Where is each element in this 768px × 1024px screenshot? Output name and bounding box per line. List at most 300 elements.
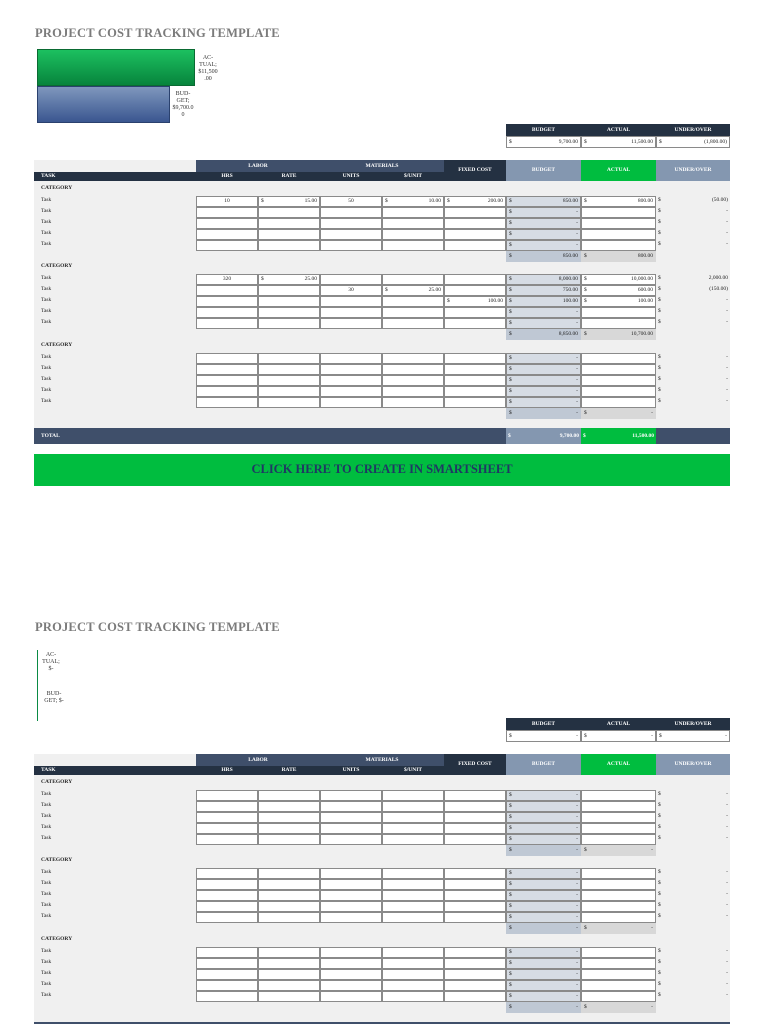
cell-actual[interactable] (581, 947, 656, 958)
cell-actual[interactable] (581, 218, 656, 229)
cell-units[interactable] (320, 834, 382, 845)
cell-fixed[interactable]: $ 200.00 (444, 196, 506, 207)
cell-budget[interactable]: $ 750.00 (506, 285, 581, 296)
cell-actual[interactable] (581, 868, 656, 879)
page-title-2: PROJECT COST TRACKING TEMPLATE (35, 620, 280, 634)
cell-hrs[interactable] (196, 397, 258, 408)
category-label: CATEGORY (41, 857, 73, 863)
cell-budget[interactable]: $ 100.00 (506, 296, 581, 307)
task-label: Task (41, 387, 52, 393)
task-label: Task (41, 398, 52, 404)
cell-budget[interactable]: $ - (506, 240, 581, 251)
cell-under: $ - (658, 913, 728, 919)
cell-actual[interactable]: $ 600.00 (581, 285, 656, 296)
cell-budget[interactable]: $ - (506, 980, 581, 991)
cell-budget[interactable]: $ - (506, 207, 581, 218)
category-label: CATEGORY (41, 185, 73, 191)
cell-rate[interactable] (258, 353, 320, 364)
cell-unit[interactable] (382, 386, 444, 397)
cell-rate[interactable] (258, 229, 320, 240)
cell-fixed[interactable] (444, 375, 506, 386)
cell-actual[interactable] (581, 364, 656, 375)
cell-rate[interactable] (258, 890, 320, 901)
cell-rate[interactable] (258, 901, 320, 912)
cell-fixed[interactable]: $ 100.00 (444, 296, 506, 307)
cell-budget: $ - (506, 1002, 581, 1013)
fixed-cost-header: FIXED COST (444, 160, 506, 181)
cell-rate[interactable] (258, 980, 320, 991)
cell-hrs[interactable] (196, 912, 258, 923)
cell-units[interactable] (320, 229, 382, 240)
cell-actual[interactable] (581, 307, 656, 318)
summary-actual-header: ACTUAL (581, 124, 656, 136)
cell-units[interactable] (320, 274, 382, 285)
cell-budget: $ - (506, 923, 581, 934)
cell-budget[interactable]: $ 8,000.00 (506, 274, 581, 285)
cell-budget[interactable]: $ - (506, 790, 581, 801)
cell-hrs[interactable] (196, 318, 258, 329)
cell-rate[interactable] (258, 958, 320, 969)
cell-actual[interactable] (581, 240, 656, 251)
cell-rate[interactable] (258, 386, 320, 397)
task-label: Task (41, 981, 52, 987)
cell-unit[interactable] (382, 901, 444, 912)
cell-under: $ - (658, 398, 728, 404)
cell-under: $ - (658, 813, 728, 819)
cell-units[interactable] (320, 375, 382, 386)
cell-unit[interactable] (382, 296, 444, 307)
create-in-smartsheet-button[interactable]: CLICK HERE TO CREATE IN SMARTSHEET (34, 454, 730, 486)
category-label: CATEGORY (41, 263, 73, 269)
cell-budget[interactable]: $ - (506, 879, 581, 890)
task-label: Task (41, 275, 52, 281)
materials-header: MATERIALS (320, 160, 444, 172)
cell-hrs[interactable] (196, 812, 258, 823)
cell-budget[interactable]: $ - (506, 318, 581, 329)
cell-unit[interactable] (382, 318, 444, 329)
category-label: CATEGORY (41, 342, 73, 348)
cell-units[interactable] (320, 991, 382, 1002)
cell-rate[interactable]: $ 15.00 (258, 196, 320, 207)
cell-under: $ - (658, 354, 728, 360)
cell-rate[interactable] (258, 823, 320, 834)
budget-bar-label-2: BUD- GET; $- (44, 691, 64, 704)
task-label: Task (41, 208, 52, 214)
cell-unit[interactable] (382, 790, 444, 801)
cell-units[interactable] (320, 353, 382, 364)
cell-actual[interactable] (581, 790, 656, 801)
cell-budget[interactable]: $ - (506, 229, 581, 240)
fixed-cost-header-2: FIXED COST (444, 754, 506, 775)
cell-hrs[interactable] (196, 879, 258, 890)
cell-units[interactable] (320, 958, 382, 969)
cell-actual[interactable] (581, 958, 656, 969)
cell-budget[interactable]: $ - (506, 958, 581, 969)
cell-unit[interactable] (382, 912, 444, 923)
cell-rate[interactable] (258, 969, 320, 980)
cell-hrs[interactable] (196, 218, 258, 229)
cell-actual: $ - (581, 1002, 656, 1013)
cell-actual: $ - (581, 845, 656, 856)
cell-hrs[interactable] (196, 890, 258, 901)
unit-cost-header: $/UNIT (382, 172, 444, 181)
cell-units[interactable] (320, 947, 382, 958)
total-label: TOTAL (41, 433, 60, 439)
cell-unit[interactable] (382, 947, 444, 958)
cell-rate[interactable] (258, 834, 320, 845)
cell-under: $ - (658, 902, 728, 908)
cell-budget[interactable]: $ - (506, 218, 581, 229)
cell-units[interactable] (320, 386, 382, 397)
cell-budget: $ - (506, 845, 581, 856)
summary-under-header: UNDER/OVER (656, 124, 730, 136)
cell-hrs[interactable] (196, 991, 258, 1002)
cell-budget[interactable]: $ - (506, 890, 581, 901)
cell-budget[interactable]: $ - (506, 834, 581, 845)
cell-unit[interactable] (382, 364, 444, 375)
cell-fixed[interactable] (444, 947, 506, 958)
cell-fixed[interactable] (444, 890, 506, 901)
under-over-header-2: UNDER/OVER (656, 754, 730, 775)
cell-fixed[interactable] (444, 386, 506, 397)
cell-unit[interactable] (382, 991, 444, 1002)
cell-fixed[interactable] (444, 274, 506, 285)
cell-unit[interactable] (382, 801, 444, 812)
cell-actual[interactable] (581, 879, 656, 890)
cell-budget[interactable]: $ - (506, 397, 581, 408)
cell-rate[interactable] (258, 375, 320, 386)
task-label: Task (41, 376, 52, 382)
cell-unit[interactable]: $ 25.00 (382, 285, 444, 296)
cell-actual[interactable] (581, 890, 656, 901)
task-label: Task (41, 880, 52, 886)
cell-fixed[interactable] (444, 823, 506, 834)
cell-units[interactable] (320, 364, 382, 375)
budget-header-2: BUDGET (506, 754, 581, 775)
cell-hrs[interactable] (196, 307, 258, 318)
cell-units[interactable] (320, 307, 382, 318)
cell-under: $ - (658, 948, 728, 954)
cell-rate[interactable] (258, 868, 320, 879)
cell-unit[interactable] (382, 958, 444, 969)
cell-hrs[interactable] (196, 207, 258, 218)
task-label: Task (41, 891, 52, 897)
cell-unit[interactable] (382, 229, 444, 240)
cell-budget[interactable]: $ - (506, 307, 581, 318)
cell-unit[interactable] (382, 890, 444, 901)
cell-fixed[interactable] (444, 901, 506, 912)
cell-actual: $ 800.00 (581, 251, 656, 262)
cell-budget[interactable]: $ - (506, 991, 581, 1002)
cell-under: $ - (658, 365, 728, 371)
cell-budget[interactable]: $ - (506, 947, 581, 958)
cell-rate[interactable]: $ 25.00 (258, 274, 320, 285)
cell-actual: $ - (581, 923, 656, 934)
cell-actual[interactable] (581, 318, 656, 329)
cell-fixed[interactable] (444, 812, 506, 823)
cell-under: $ - (658, 959, 728, 965)
cell-hrs[interactable] (196, 386, 258, 397)
cell-hrs[interactable] (196, 229, 258, 240)
cell-actual: $ 10,700.00 (581, 329, 656, 340)
cell-hrs[interactable] (196, 868, 258, 879)
cell-under: $ (150.00) (658, 286, 728, 292)
cell-units[interactable] (320, 397, 382, 408)
cell-rate[interactable] (258, 296, 320, 307)
cell-actual[interactable] (581, 834, 656, 845)
labor-header-2: LABOR (196, 754, 320, 766)
cell-under: $ - (658, 791, 728, 797)
task-label: Task (41, 902, 52, 908)
cell-actual[interactable] (581, 901, 656, 912)
cell-units[interactable] (320, 218, 382, 229)
cell-actual[interactable] (581, 991, 656, 1002)
cell-unit[interactable] (382, 375, 444, 386)
cell-units[interactable] (320, 823, 382, 834)
cell-under: $ - (658, 308, 728, 314)
cell-rate[interactable] (258, 879, 320, 890)
cell-units[interactable]: 50 (320, 196, 382, 207)
task-label: Task (41, 970, 52, 976)
budget-header: BUDGET (506, 160, 581, 181)
cell-unit[interactable] (382, 218, 444, 229)
cell-actual[interactable] (581, 353, 656, 364)
cell-rate[interactable] (258, 912, 320, 923)
cell-rate[interactable] (258, 812, 320, 823)
cell-unit[interactable] (382, 207, 444, 218)
task-label: Task (41, 869, 52, 875)
cell-fixed[interactable] (444, 364, 506, 375)
budget-actual-chart (37, 49, 237, 123)
cell-actual: $ - (581, 408, 656, 419)
cell-unit[interactable] (382, 307, 444, 318)
cell-rate[interactable] (258, 307, 320, 318)
summary-actual-value-2: $ - (581, 730, 656, 742)
summary-under-value: $ (1,800.00) (656, 136, 730, 148)
summary-budget-value: $ 9,700.00 (506, 136, 581, 148)
task-label: Task (41, 365, 52, 371)
cell-hrs[interactable] (196, 285, 258, 296)
materials-header-2: MATERIALS (320, 754, 444, 766)
cell-under: $ - (658, 891, 728, 897)
task-label: Task (41, 230, 52, 236)
cell-fixed[interactable] (444, 229, 506, 240)
cell-hrs[interactable] (196, 240, 258, 251)
task-label: Task (41, 959, 52, 965)
cell-rate[interactable] (258, 364, 320, 375)
cell-hrs[interactable] (196, 947, 258, 958)
cell-unit[interactable] (382, 823, 444, 834)
cell-budget[interactable]: $ - (506, 969, 581, 980)
unit-cost-header-2: $/UNIT (382, 766, 444, 775)
units-header: UNITS (320, 172, 382, 181)
units-header-2: UNITS (320, 766, 382, 775)
cell-fixed[interactable] (444, 834, 506, 845)
cell-actual[interactable] (581, 912, 656, 923)
cell-fixed[interactable] (444, 397, 506, 408)
cell-hrs[interactable] (196, 375, 258, 386)
cell-actual[interactable] (581, 812, 656, 823)
hrs-header: HRS (196, 172, 258, 181)
cell-rate[interactable] (258, 790, 320, 801)
cell-budget[interactable]: $ - (506, 901, 581, 912)
cell-hrs[interactable] (196, 834, 258, 845)
cell-fixed[interactable] (444, 285, 506, 296)
cell-fixed[interactable] (444, 980, 506, 991)
cell-actual[interactable]: $ 10,000.00 (581, 274, 656, 285)
actual-bar-label: AC- TUAL; $11,500 .00 (198, 55, 218, 82)
cell-unit[interactable] (382, 397, 444, 408)
cell-units[interactable]: 30 (320, 285, 382, 296)
cell-rate[interactable] (258, 991, 320, 1002)
cell-rate[interactable] (258, 218, 320, 229)
cell-unit[interactable]: $ 10.00 (382, 196, 444, 207)
cell-under: $ - (658, 208, 728, 214)
task-label: Task (41, 308, 52, 314)
cell-fixed[interactable] (444, 879, 506, 890)
total-budget: $ 9,700.00 (506, 428, 581, 444)
cell-rate[interactable] (258, 240, 320, 251)
cell-hrs[interactable] (196, 364, 258, 375)
chart-axis (37, 650, 38, 721)
cell-budget[interactable]: $ - (506, 812, 581, 823)
total-actual: $ 11,500.00 (581, 428, 656, 444)
hrs-header-2: HRS (196, 766, 258, 775)
cell-hrs[interactable] (196, 823, 258, 834)
rate-header: RATE (258, 172, 320, 181)
cell-units[interactable] (320, 879, 382, 890)
cell-units[interactable] (320, 240, 382, 251)
cell-hrs[interactable] (196, 353, 258, 364)
cell-under: $ - (658, 824, 728, 830)
cell-hrs[interactable] (196, 958, 258, 969)
cell-fixed[interactable] (444, 969, 506, 980)
summary-budget-header: BUDGET (506, 124, 581, 136)
page-title: PROJECT COST TRACKING TEMPLATE (35, 26, 280, 40)
cell-actual[interactable] (581, 969, 656, 980)
cell-budget[interactable]: $ - (506, 353, 581, 364)
cell-actual[interactable] (581, 386, 656, 397)
cell-rate[interactable] (258, 285, 320, 296)
cell-hrs[interactable]: 10 (196, 196, 258, 207)
task-label: Task (41, 319, 52, 325)
cell-fixed[interactable] (444, 991, 506, 1002)
cell-units[interactable] (320, 890, 382, 901)
cell-unit[interactable] (382, 834, 444, 845)
cell-actual[interactable] (581, 801, 656, 812)
cell-under: $ - (658, 880, 728, 886)
cell-actual[interactable]: $ 800.00 (581, 196, 656, 207)
cell-actual[interactable] (581, 397, 656, 408)
cell-budget: $ 8,850.00 (506, 329, 581, 340)
cell-units[interactable] (320, 912, 382, 923)
cell-fixed[interactable] (444, 218, 506, 229)
cell-hrs[interactable]: 320 (196, 274, 258, 285)
cell-budget[interactable]: $ - (506, 912, 581, 923)
summary-under-header-2: UNDER/OVER (656, 718, 730, 730)
cell-budget[interactable]: $ - (506, 868, 581, 879)
cell-hrs[interactable] (196, 901, 258, 912)
cell-budget[interactable]: $ - (506, 823, 581, 834)
summary-actual-header-2: ACTUAL (581, 718, 656, 730)
cell-actual[interactable] (581, 229, 656, 240)
cell-fixed[interactable] (444, 353, 506, 364)
cell-hrs[interactable] (196, 790, 258, 801)
cell-rate[interactable] (258, 801, 320, 812)
cell-actual[interactable]: $ 100.00 (581, 296, 656, 307)
cell-budget: $ - (506, 408, 581, 419)
cell-hrs[interactable] (196, 969, 258, 980)
cell-unit[interactable] (382, 868, 444, 879)
cell-unit[interactable] (382, 353, 444, 364)
cell-actual[interactable] (581, 207, 656, 218)
cell-unit[interactable] (382, 240, 444, 251)
cell-unit[interactable] (382, 980, 444, 991)
cell-units[interactable] (320, 790, 382, 801)
cell-fixed[interactable] (444, 868, 506, 879)
cell-fixed[interactable] (444, 307, 506, 318)
cell-rate[interactable] (258, 207, 320, 218)
cell-budget[interactable]: $ - (506, 375, 581, 386)
cell-units[interactable] (320, 812, 382, 823)
summary-budget-header-2: BUDGET (506, 718, 581, 730)
category-label: CATEGORY (41, 779, 73, 785)
cell-fixed[interactable] (444, 318, 506, 329)
cell-fixed[interactable] (444, 790, 506, 801)
cell-fixed[interactable] (444, 912, 506, 923)
cell-unit[interactable] (382, 879, 444, 890)
cell-under: $ - (658, 802, 728, 808)
cell-fixed[interactable] (444, 207, 506, 218)
task-label: Task (41, 297, 52, 303)
cell-units[interactable] (320, 296, 382, 307)
task-label: Task (41, 835, 52, 841)
cell-fixed[interactable] (444, 240, 506, 251)
cell-under: $ - (658, 230, 728, 236)
cell-actual[interactable] (581, 375, 656, 386)
cell-budget[interactable]: $ 850.00 (506, 196, 581, 207)
cell-unit[interactable] (382, 274, 444, 285)
cell-actual[interactable] (581, 823, 656, 834)
cell-budget[interactable]: $ - (506, 801, 581, 812)
cell-fixed[interactable] (444, 801, 506, 812)
cell-hrs[interactable] (196, 980, 258, 991)
task-label: Task (41, 802, 52, 808)
cell-units[interactable] (320, 207, 382, 218)
cell-budget[interactable]: $ - (506, 386, 581, 397)
cell-under: $ - (658, 981, 728, 987)
cell-units[interactable] (320, 980, 382, 991)
cell-rate[interactable] (258, 397, 320, 408)
cell-rate[interactable] (258, 318, 320, 329)
cell-under: $ - (658, 219, 728, 225)
cell-units[interactable] (320, 901, 382, 912)
actual-bar-label-2: AC- TUAL; $- (42, 652, 60, 672)
cell-units[interactable] (320, 318, 382, 329)
cell-rate[interactable] (258, 947, 320, 958)
cell-fixed[interactable] (444, 958, 506, 969)
cell-unit[interactable] (382, 969, 444, 980)
cell-hrs[interactable] (196, 801, 258, 812)
cell-hrs[interactable] (196, 296, 258, 307)
cell-unit[interactable] (382, 812, 444, 823)
rate-header-2: RATE (258, 766, 320, 775)
cell-actual[interactable] (581, 980, 656, 991)
cell-budget[interactable]: $ - (506, 364, 581, 375)
cell-units[interactable] (320, 969, 382, 980)
cell-units[interactable] (320, 868, 382, 879)
cell-units[interactable] (320, 801, 382, 812)
